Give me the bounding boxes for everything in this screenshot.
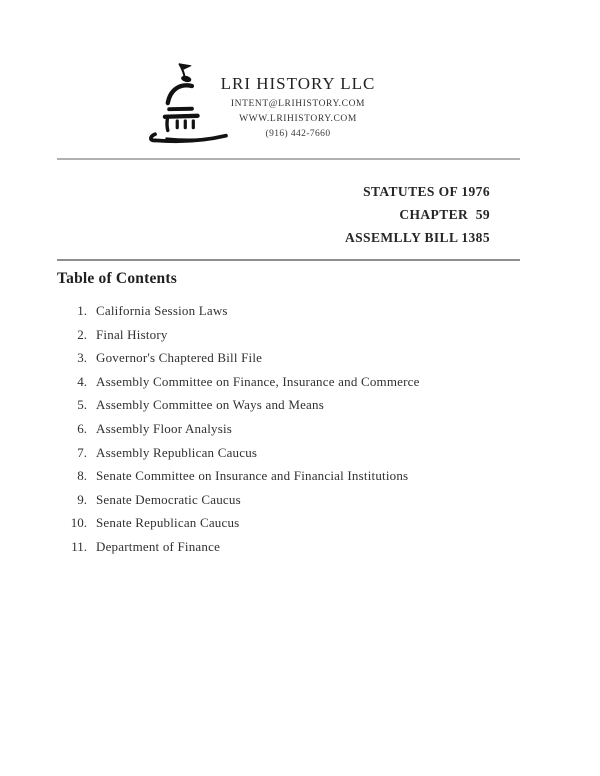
toc-item bbox=[57, 445, 527, 469]
statutes-line: STATUTES OF 1976 bbox=[363, 184, 490, 199]
letterhead bbox=[0, 58, 600, 148]
toc-item-label: Senate Republican Caucus bbox=[96, 515, 240, 531]
toc-item-number: 8. bbox=[77, 468, 87, 484]
toc-item bbox=[57, 492, 527, 516]
chapter-line: CHAPTER 59 bbox=[399, 207, 490, 222]
divider-middle bbox=[57, 259, 520, 261]
toc-item-label: Assembly Floor Analysis bbox=[96, 420, 233, 436]
toc-item-number: 3. bbox=[77, 350, 87, 366]
company-email: INTENT@LRIHISTORY.COM bbox=[230, 99, 366, 109]
toc-item-number: 6. bbox=[77, 420, 87, 436]
toc-item-label: Senate Committee on Insurance and Financial Institutions bbox=[96, 468, 409, 484]
toc-item bbox=[57, 397, 527, 421]
toc-item-label: California Session Laws bbox=[96, 303, 228, 318]
toc-item bbox=[57, 515, 527, 539]
company-phone: (916) 442-7660 bbox=[265, 129, 331, 139]
toc-list bbox=[57, 303, 527, 563]
toc-item bbox=[57, 421, 527, 445]
toc-item-number: 5. bbox=[77, 397, 87, 413]
toc-item-number: 10. bbox=[70, 515, 87, 531]
toc-item bbox=[57, 374, 527, 398]
toc-item-label: Department of Finance bbox=[96, 538, 221, 554]
toc-item-label: Assembly Republican Caucus bbox=[96, 444, 258, 460]
case-info-block bbox=[345, 180, 490, 249]
toc-heading: Table of Contents bbox=[57, 270, 177, 287]
toc-item bbox=[57, 327, 527, 351]
toc-item-number: 7. bbox=[77, 444, 87, 460]
toc-item-number: 1. bbox=[77, 303, 87, 318]
toc-item-label: Final History bbox=[96, 326, 168, 342]
toc-item-number: 9. bbox=[77, 491, 87, 507]
toc-item bbox=[57, 468, 527, 492]
bill-line: ASSEMLLY BILL 1385 bbox=[344, 230, 490, 245]
company-website: WWW.LRIHISTORY.COM bbox=[239, 114, 357, 124]
toc-item-label: Assembly Committee on Finance, Insurance and Commerce bbox=[96, 373, 420, 389]
toc-item bbox=[57, 350, 527, 374]
toc-item bbox=[57, 303, 527, 327]
toc-item-number: 2. bbox=[77, 326, 87, 342]
toc-item-number: 11. bbox=[71, 538, 87, 554]
toc-item-label: Senate Democratic Caucus bbox=[96, 491, 241, 507]
letterhead-text bbox=[192, 74, 404, 139]
toc-item-label: Governor's Chaptered Bill File bbox=[96, 350, 263, 366]
company-name: LRI HISTORY LLC bbox=[220, 74, 376, 93]
toc-item bbox=[57, 539, 527, 563]
toc-item-label: Assembly Committee on Ways and Means bbox=[96, 397, 324, 413]
divider-top bbox=[57, 158, 520, 160]
toc-item-number: 4. bbox=[77, 373, 87, 389]
